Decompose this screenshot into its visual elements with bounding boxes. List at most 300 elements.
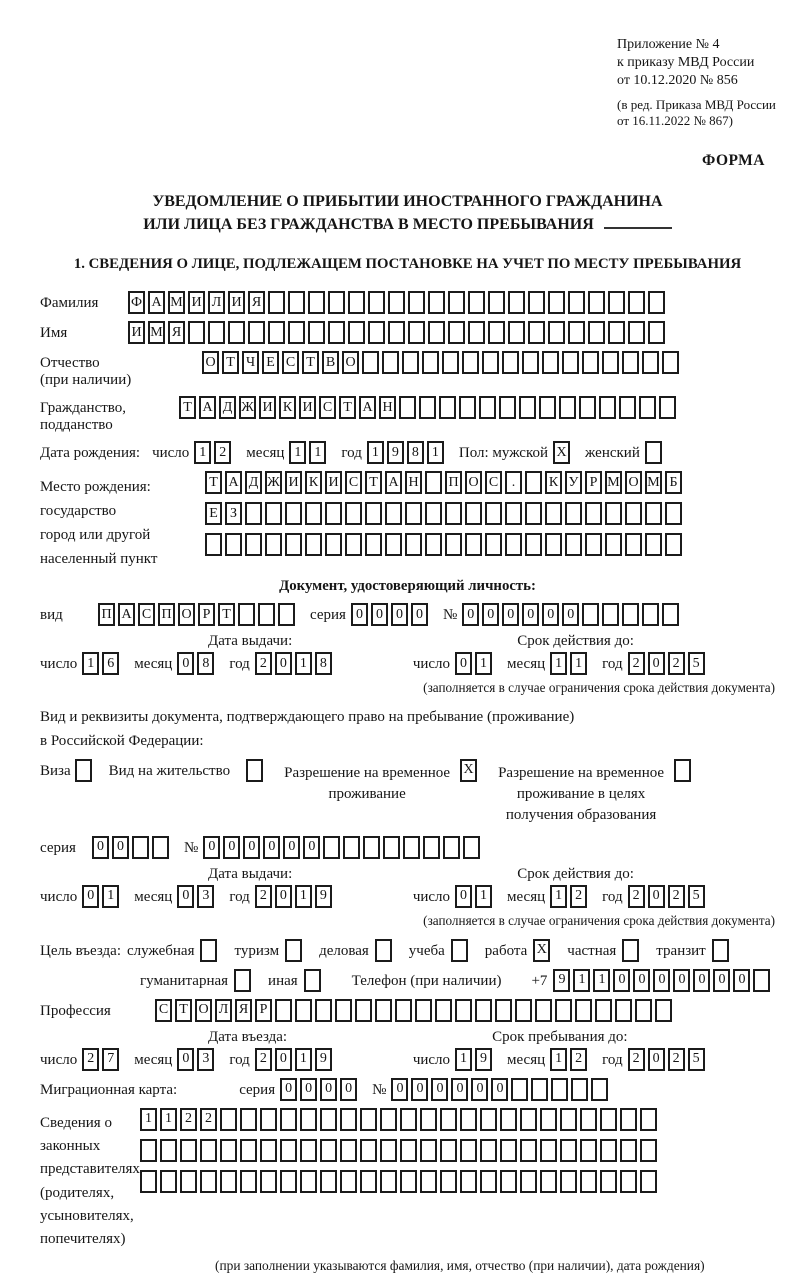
form-cell[interactable]: 8 (315, 652, 332, 675)
form-cell[interactable] (365, 533, 382, 556)
form-cell[interactable] (480, 1108, 497, 1131)
form-cell[interactable] (288, 291, 305, 314)
form-cell[interactable] (640, 1139, 657, 1162)
form-cell[interactable] (400, 1139, 417, 1162)
form-cell[interactable]: О (465, 471, 482, 494)
form-cell[interactable]: А (385, 471, 402, 494)
form-cell[interactable]: 0 (491, 1078, 508, 1101)
form-cell[interactable] (328, 321, 345, 344)
form-cell[interactable] (428, 321, 445, 344)
form-cell[interactable]: А (148, 291, 165, 314)
form-cell[interactable] (152, 836, 169, 859)
form-cell[interactable]: 0 (455, 885, 472, 908)
form-cell[interactable]: Я (235, 999, 252, 1022)
form-cell[interactable] (600, 1170, 617, 1193)
form-cell[interactable]: А (199, 396, 216, 419)
form-cell[interactable] (475, 999, 492, 1022)
form-cell[interactable] (328, 291, 345, 314)
form-cell[interactable] (642, 603, 659, 626)
form-cell[interactable] (240, 1139, 257, 1162)
form-cell[interactable] (220, 1139, 237, 1162)
form-cell[interactable]: 1 (82, 652, 99, 675)
form-cell[interactable]: 1 (475, 885, 492, 908)
form-cell[interactable] (205, 533, 222, 556)
form-cell[interactable] (580, 1139, 597, 1162)
form-cell[interactable] (485, 502, 502, 525)
form-cell[interactable] (520, 1108, 537, 1131)
form-cell[interactable] (402, 351, 419, 374)
form-cell[interactable]: И (299, 396, 316, 419)
form-cell[interactable]: Б (665, 471, 682, 494)
form-cell[interactable] (455, 999, 472, 1022)
form-cell[interactable]: 2 (82, 1048, 99, 1071)
form-cell[interactable] (595, 999, 612, 1022)
form-cell[interactable] (460, 1108, 477, 1131)
form-cell[interactable] (525, 502, 542, 525)
form-cell[interactable] (459, 396, 476, 419)
form-cell[interactable] (348, 291, 365, 314)
form-cell[interactable] (288, 321, 305, 344)
form-cell[interactable] (628, 291, 645, 314)
form-cell[interactable] (320, 1170, 337, 1193)
form-cell[interactable]: 0 (653, 969, 670, 992)
form-cell[interactable]: Ф (128, 291, 145, 314)
form-cell[interactable]: Т (175, 999, 192, 1022)
form-cell[interactable] (220, 1170, 237, 1193)
form-cell[interactable]: Т (218, 603, 235, 626)
form-cell[interactable] (423, 836, 440, 859)
form-cell[interactable] (388, 321, 405, 344)
form-cell[interactable]: Т (179, 396, 196, 419)
form-cell[interactable] (642, 351, 659, 374)
form-cell[interactable] (300, 1108, 317, 1131)
form-cell[interactable]: 2 (255, 1048, 272, 1071)
form-cell[interactable]: А (118, 603, 135, 626)
form-cell[interactable]: 0 (648, 885, 665, 908)
form-cell[interactable]: Н (379, 396, 396, 419)
form-cell[interactable] (425, 471, 442, 494)
form-cell[interactable] (304, 969, 321, 992)
form-cell[interactable] (674, 759, 691, 782)
form-cell[interactable] (560, 1170, 577, 1193)
form-cell[interactable]: Е (262, 351, 279, 374)
form-cell[interactable] (443, 836, 460, 859)
form-cell[interactable] (531, 1078, 548, 1101)
form-cell[interactable] (335, 999, 352, 1022)
form-cell[interactable]: 1 (102, 885, 119, 908)
form-cell[interactable] (308, 321, 325, 344)
form-cell[interactable] (579, 396, 596, 419)
form-cell[interactable]: 1 (289, 441, 306, 464)
form-cell[interactable]: М (148, 321, 165, 344)
form-cell[interactable]: 5 (688, 1048, 705, 1071)
form-cell[interactable]: 0 (471, 1078, 488, 1101)
form-cell[interactable] (615, 999, 632, 1022)
form-cell[interactable] (525, 471, 542, 494)
form-cell[interactable]: 1 (140, 1108, 157, 1131)
form-cell[interactable]: Д (245, 471, 262, 494)
form-cell[interactable] (468, 291, 485, 314)
form-cell[interactable]: К (545, 471, 562, 494)
form-cell[interactable] (362, 351, 379, 374)
form-cell[interactable] (248, 321, 265, 344)
form-cell[interactable]: 8 (407, 441, 424, 464)
form-cell[interactable]: Ж (239, 396, 256, 419)
form-cell[interactable] (551, 1078, 568, 1101)
form-cell[interactable] (180, 1139, 197, 1162)
form-cell[interactable] (380, 1170, 397, 1193)
form-cell[interactable] (445, 533, 462, 556)
form-cell[interactable] (505, 533, 522, 556)
form-cell[interactable] (528, 321, 545, 344)
form-cell[interactable]: К (279, 396, 296, 419)
form-cell[interactable] (380, 1108, 397, 1131)
form-cell[interactable]: П (158, 603, 175, 626)
form-cell[interactable]: 2 (214, 441, 231, 464)
form-cell[interactable]: 5 (688, 652, 705, 675)
form-cell[interactable]: Р (198, 603, 215, 626)
form-cell[interactable]: Л (215, 999, 232, 1022)
form-cell[interactable] (565, 502, 582, 525)
form-cell[interactable]: 2 (628, 652, 645, 675)
form-cell[interactable]: 0 (542, 603, 559, 626)
form-cell[interactable] (383, 836, 400, 859)
form-cell[interactable]: 0 (300, 1078, 317, 1101)
form-cell[interactable]: 1 (455, 1048, 472, 1071)
form-cell[interactable]: 0 (455, 652, 472, 675)
form-cell[interactable] (451, 939, 468, 962)
form-cell[interactable] (499, 396, 516, 419)
form-cell[interactable]: 0 (275, 1048, 292, 1071)
form-cell[interactable] (440, 1108, 457, 1131)
form-cell[interactable] (325, 502, 342, 525)
form-cell[interactable]: И (325, 471, 342, 494)
form-cell[interactable] (568, 291, 585, 314)
form-cell[interactable]: 9 (387, 441, 404, 464)
form-cell[interactable] (468, 321, 485, 344)
form-cell[interactable] (405, 502, 422, 525)
form-cell[interactable] (560, 1139, 577, 1162)
form-cell[interactable] (305, 533, 322, 556)
form-cell[interactable]: 0 (502, 603, 519, 626)
form-cell[interactable] (599, 396, 616, 419)
form-cell[interactable]: 1 (295, 1048, 312, 1071)
form-cell[interactable] (628, 321, 645, 344)
form-cell[interactable] (520, 1170, 537, 1193)
form-cell[interactable]: 0 (451, 1078, 468, 1101)
form-cell[interactable] (585, 533, 602, 556)
form-cell[interactable] (365, 502, 382, 525)
form-cell[interactable] (520, 1139, 537, 1162)
form-cell[interactable]: Е (205, 502, 222, 525)
form-cell[interactable]: 0 (482, 603, 499, 626)
form-cell[interactable] (480, 1139, 497, 1162)
form-cell[interactable] (340, 1108, 357, 1131)
form-cell[interactable]: 0 (280, 1078, 297, 1101)
form-cell[interactable] (265, 533, 282, 556)
form-cell[interactable]: 8 (197, 652, 214, 675)
form-cell[interactable] (208, 321, 225, 344)
form-cell[interactable] (559, 396, 576, 419)
form-cell[interactable] (645, 502, 662, 525)
form-cell[interactable]: 2 (570, 885, 587, 908)
form-cell[interactable] (508, 291, 525, 314)
form-cell[interactable]: М (605, 471, 622, 494)
form-cell[interactable] (665, 533, 682, 556)
form-cell[interactable] (400, 1108, 417, 1131)
form-cell[interactable] (442, 351, 459, 374)
form-cell[interactable] (246, 759, 263, 782)
form-cell[interactable] (285, 939, 302, 962)
form-cell[interactable]: 2 (200, 1108, 217, 1131)
form-cell[interactable] (525, 533, 542, 556)
form-cell[interactable] (343, 836, 360, 859)
form-cell[interactable] (662, 603, 679, 626)
form-cell[interactable]: 2 (628, 1048, 645, 1071)
form-cell[interactable] (380, 1139, 397, 1162)
form-cell[interactable] (620, 1170, 637, 1193)
form-cell[interactable] (542, 351, 559, 374)
form-cell[interactable]: 2 (668, 1048, 685, 1071)
form-cell[interactable]: 0 (283, 836, 300, 859)
form-cell[interactable] (200, 1139, 217, 1162)
form-cell[interactable]: 0 (177, 885, 194, 908)
form-cell[interactable] (539, 396, 556, 419)
form-cell[interactable] (260, 1170, 277, 1193)
form-cell[interactable] (640, 1108, 657, 1131)
form-cell[interactable] (712, 939, 729, 962)
form-cell[interactable]: 0 (263, 836, 280, 859)
form-cell[interactable] (665, 502, 682, 525)
form-cell[interactable] (448, 321, 465, 344)
form-cell[interactable]: К (305, 471, 322, 494)
form-cell[interactable]: 0 (562, 603, 579, 626)
form-cell[interactable] (625, 502, 642, 525)
form-cell[interactable] (280, 1139, 297, 1162)
form-cell[interactable] (180, 1170, 197, 1193)
form-cell[interactable] (640, 1170, 657, 1193)
form-cell[interactable]: 0 (633, 969, 650, 992)
form-cell[interactable] (385, 533, 402, 556)
form-cell[interactable]: 0 (733, 969, 750, 992)
form-cell[interactable]: И (285, 471, 302, 494)
form-cell[interactable]: 0 (391, 603, 408, 626)
form-cell[interactable]: 0 (648, 1048, 665, 1071)
form-cell[interactable] (405, 533, 422, 556)
form-cell[interactable] (648, 321, 665, 344)
form-cell[interactable]: X (460, 759, 477, 782)
form-cell[interactable] (240, 1108, 257, 1131)
form-cell[interactable] (495, 999, 512, 1022)
form-cell[interactable]: Л (208, 291, 225, 314)
form-cell[interactable] (500, 1108, 517, 1131)
form-cell[interactable] (265, 502, 282, 525)
form-cell[interactable] (591, 1078, 608, 1101)
form-cell[interactable] (500, 1139, 517, 1162)
form-cell[interactable] (308, 291, 325, 314)
form-cell[interactable] (528, 291, 545, 314)
form-cell[interactable]: М (645, 471, 662, 494)
form-cell[interactable] (600, 1108, 617, 1131)
form-cell[interactable]: 2 (668, 885, 685, 908)
form-cell[interactable]: 1 (309, 441, 326, 464)
form-cell[interactable] (519, 396, 536, 419)
form-cell[interactable] (480, 1170, 497, 1193)
form-cell[interactable]: 0 (177, 652, 194, 675)
form-cell[interactable]: 3 (197, 1048, 214, 1071)
form-cell[interactable] (622, 351, 639, 374)
form-cell[interactable] (511, 1078, 528, 1101)
form-cell[interactable] (340, 1139, 357, 1162)
form-cell[interactable]: 1 (427, 441, 444, 464)
form-cell[interactable] (440, 1170, 457, 1193)
form-cell[interactable] (462, 351, 479, 374)
form-cell[interactable] (245, 533, 262, 556)
form-cell[interactable] (515, 999, 532, 1022)
form-cell[interactable]: 0 (340, 1078, 357, 1101)
form-cell[interactable] (620, 1108, 637, 1131)
form-cell[interactable] (545, 502, 562, 525)
form-cell[interactable] (588, 291, 605, 314)
form-cell[interactable]: Т (339, 396, 356, 419)
form-cell[interactable] (234, 969, 251, 992)
form-cell[interactable]: 2 (255, 652, 272, 675)
form-cell[interactable]: Р (585, 471, 602, 494)
form-cell[interactable] (540, 1139, 557, 1162)
form-cell[interactable] (439, 396, 456, 419)
form-cell[interactable] (160, 1139, 177, 1162)
form-cell[interactable] (605, 502, 622, 525)
form-cell[interactable]: 0 (320, 1078, 337, 1101)
form-cell[interactable]: П (98, 603, 115, 626)
form-cell[interactable]: 0 (275, 652, 292, 675)
form-cell[interactable] (385, 502, 402, 525)
form-cell[interactable]: П (445, 471, 462, 494)
form-cell[interactable] (315, 999, 332, 1022)
form-cell[interactable] (228, 321, 245, 344)
form-cell[interactable] (75, 759, 92, 782)
form-cell[interactable] (403, 836, 420, 859)
form-cell[interactable] (440, 1139, 457, 1162)
form-cell[interactable] (132, 836, 149, 859)
form-cell[interactable] (422, 351, 439, 374)
form-cell[interactable]: 1 (475, 652, 492, 675)
form-cell[interactable]: 0 (303, 836, 320, 859)
form-cell[interactable]: 3 (197, 885, 214, 908)
form-cell[interactable]: 2 (180, 1108, 197, 1131)
form-cell[interactable] (160, 1170, 177, 1193)
form-cell[interactable] (560, 1108, 577, 1131)
form-cell[interactable]: 1 (570, 652, 587, 675)
form-cell[interactable]: 5 (688, 885, 705, 908)
form-cell[interactable]: Т (205, 471, 222, 494)
form-cell[interactable] (260, 1139, 277, 1162)
form-cell[interactable]: З (225, 502, 242, 525)
form-cell[interactable]: 0 (351, 603, 368, 626)
form-cell[interactable] (419, 396, 436, 419)
form-cell[interactable] (348, 321, 365, 344)
form-cell[interactable]: 0 (243, 836, 260, 859)
form-cell[interactable] (545, 533, 562, 556)
form-cell[interactable] (400, 1170, 417, 1193)
form-cell[interactable]: 7 (102, 1048, 119, 1071)
form-cell[interactable]: И (128, 321, 145, 344)
form-cell[interactable] (648, 291, 665, 314)
form-cell[interactable]: С (485, 471, 502, 494)
form-cell[interactable]: В (322, 351, 339, 374)
form-cell[interactable] (368, 291, 385, 314)
form-cell[interactable]: Т (302, 351, 319, 374)
form-cell[interactable]: 0 (693, 969, 710, 992)
form-cell[interactable] (415, 999, 432, 1022)
form-cell[interactable] (580, 1170, 597, 1193)
form-cell[interactable] (275, 999, 292, 1022)
form-cell[interactable] (360, 1108, 377, 1131)
form-cell[interactable]: 0 (431, 1078, 448, 1101)
form-cell[interactable]: Т (222, 351, 239, 374)
form-cell[interactable] (548, 291, 565, 314)
form-cell[interactable]: М (168, 291, 185, 314)
form-cell[interactable] (645, 533, 662, 556)
form-cell[interactable] (485, 533, 502, 556)
form-cell[interactable] (363, 836, 380, 859)
form-cell[interactable]: 1 (160, 1108, 177, 1131)
form-cell[interactable] (508, 321, 525, 344)
form-cell[interactable] (540, 1170, 557, 1193)
form-cell[interactable]: Я (248, 291, 265, 314)
form-cell[interactable]: 0 (462, 603, 479, 626)
form-cell[interactable]: 0 (713, 969, 730, 992)
form-cell[interactable]: С (282, 351, 299, 374)
form-cell[interactable]: А (225, 471, 242, 494)
form-cell[interactable] (608, 291, 625, 314)
form-cell[interactable] (360, 1139, 377, 1162)
form-cell[interactable]: 9 (315, 885, 332, 908)
form-cell[interactable]: 9 (553, 969, 570, 992)
form-cell[interactable] (268, 291, 285, 314)
form-cell[interactable] (659, 396, 676, 419)
form-cell[interactable]: С (138, 603, 155, 626)
form-cell[interactable] (225, 533, 242, 556)
form-cell[interactable] (323, 836, 340, 859)
form-cell[interactable] (622, 939, 639, 962)
form-cell[interactable]: С (345, 471, 362, 494)
form-cell[interactable]: О (202, 351, 219, 374)
form-cell[interactable] (320, 1139, 337, 1162)
form-cell[interactable]: 2 (255, 885, 272, 908)
form-cell[interactable]: 0 (82, 885, 99, 908)
form-cell[interactable] (140, 1139, 157, 1162)
form-cell[interactable]: А (359, 396, 376, 419)
form-cell[interactable] (428, 291, 445, 314)
form-cell[interactable] (571, 1078, 588, 1101)
form-cell[interactable] (420, 1108, 437, 1131)
form-cell[interactable]: 1 (367, 441, 384, 464)
form-cell[interactable]: 0 (522, 603, 539, 626)
form-cell[interactable]: 9 (315, 1048, 332, 1071)
form-cell[interactable] (575, 999, 592, 1022)
form-cell[interactable]: С (319, 396, 336, 419)
form-cell[interactable] (258, 603, 275, 626)
form-cell[interactable]: 0 (223, 836, 240, 859)
form-cell[interactable] (620, 1139, 637, 1162)
form-cell[interactable]: 2 (570, 1048, 587, 1071)
form-cell[interactable] (753, 969, 770, 992)
form-cell[interactable] (602, 603, 619, 626)
form-cell[interactable] (522, 351, 539, 374)
form-cell[interactable]: 0 (673, 969, 690, 992)
form-cell[interactable]: 9 (475, 1048, 492, 1071)
